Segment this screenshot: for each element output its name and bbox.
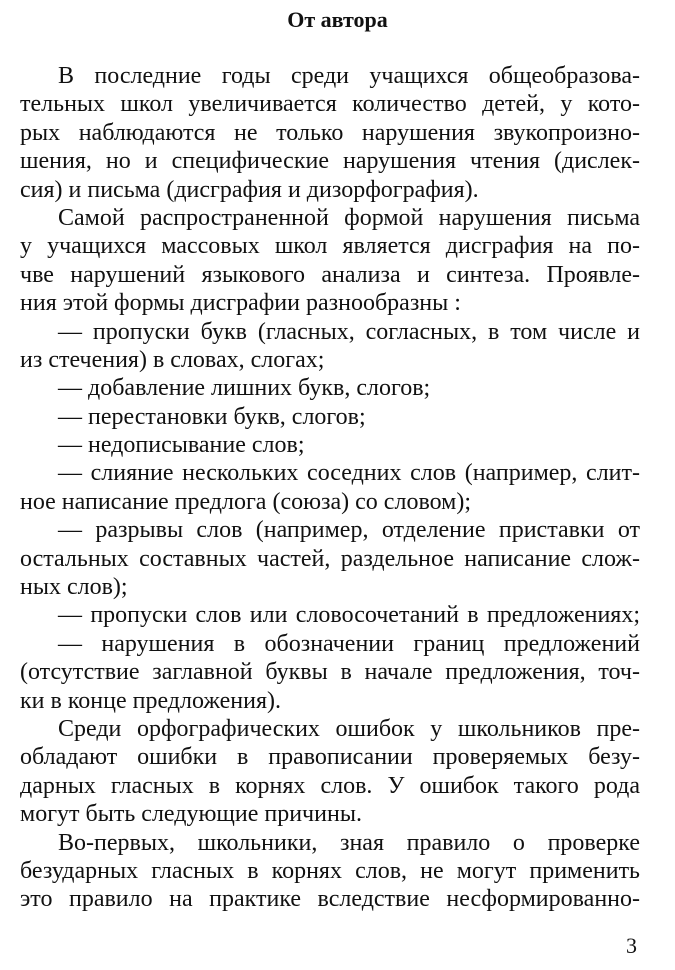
text-line: ных слов); <box>20 574 128 601</box>
page-heading: От автора <box>287 7 388 32</box>
text-line: Среди орфографических ошибок у школьников пре- <box>58 715 640 742</box>
text-line: — добавление лишних букв, слогов; <box>58 375 431 402</box>
text-line: В последние годы среди учащихся общеобразова- <box>58 63 640 89</box>
page-number: 3 <box>626 933 637 958</box>
text-line: Самой распространенной формой нарушения письма <box>58 204 640 231</box>
text-line: ное написание предлога (союза) со словом); <box>20 488 471 515</box>
text-line: — перестановки букв, слогов; <box>58 403 366 430</box>
text-line: у учащихся массовых школ является дисграфия на по- <box>20 233 640 260</box>
text-line: из стечения) в словах, слогах; <box>20 346 325 373</box>
text-line: рых наблюдаются не только нарушения звукопроизно- <box>20 119 640 146</box>
text-line: Во-первых, школьники, зная правило о проверке <box>58 829 640 856</box>
text-line: тельных школ увеличивается количество детей, у кото- <box>20 91 640 118</box>
text-line: — недописывание слов; <box>58 432 305 459</box>
text-line: шения, но и специфические нарушения чтения (дислек- <box>20 148 640 175</box>
text-line: сия) и письма (дисграфия и дизорфография). <box>20 176 479 203</box>
text-line: ния этой формы дисграфии разнообразны : <box>20 290 461 317</box>
text-line: обладают ошибки в правописании проверяемых безу- <box>20 744 640 771</box>
text-line: — нарушения в обозначении границ предложений <box>58 630 640 657</box>
text-line: чве нарушений языкового анализа и синтеза. Проявле- <box>20 261 640 288</box>
text-line: безударных гласных в корнях слов, не могут применить <box>20 857 640 884</box>
text-line: ки в конце предложения). <box>20 687 282 714</box>
text-line: остальных составных частей, раздельное написание слож- <box>20 545 640 572</box>
text-line: — пропуски слов или словосочетаний в предложениях; <box>58 602 640 629</box>
text-line: (отсутствие заглавной буквы в начале предложения, точ- <box>20 659 640 686</box>
body-text <box>20 62 640 914</box>
text-line: дарных гласных в корнях слов. У ошибок такого рода <box>20 772 640 799</box>
text-line: — слияние нескольких соседних слов (например, слит- <box>58 460 640 487</box>
text-line: — пропуски букв (гласных, согласных, в том числе и <box>58 318 640 345</box>
text-line: — разрывы слов (например, отделение приставки от <box>58 517 640 544</box>
text-line: это правило на практике вследствие несформированно- <box>20 886 640 913</box>
text-line: могут быть следующие причины. <box>20 801 362 828</box>
